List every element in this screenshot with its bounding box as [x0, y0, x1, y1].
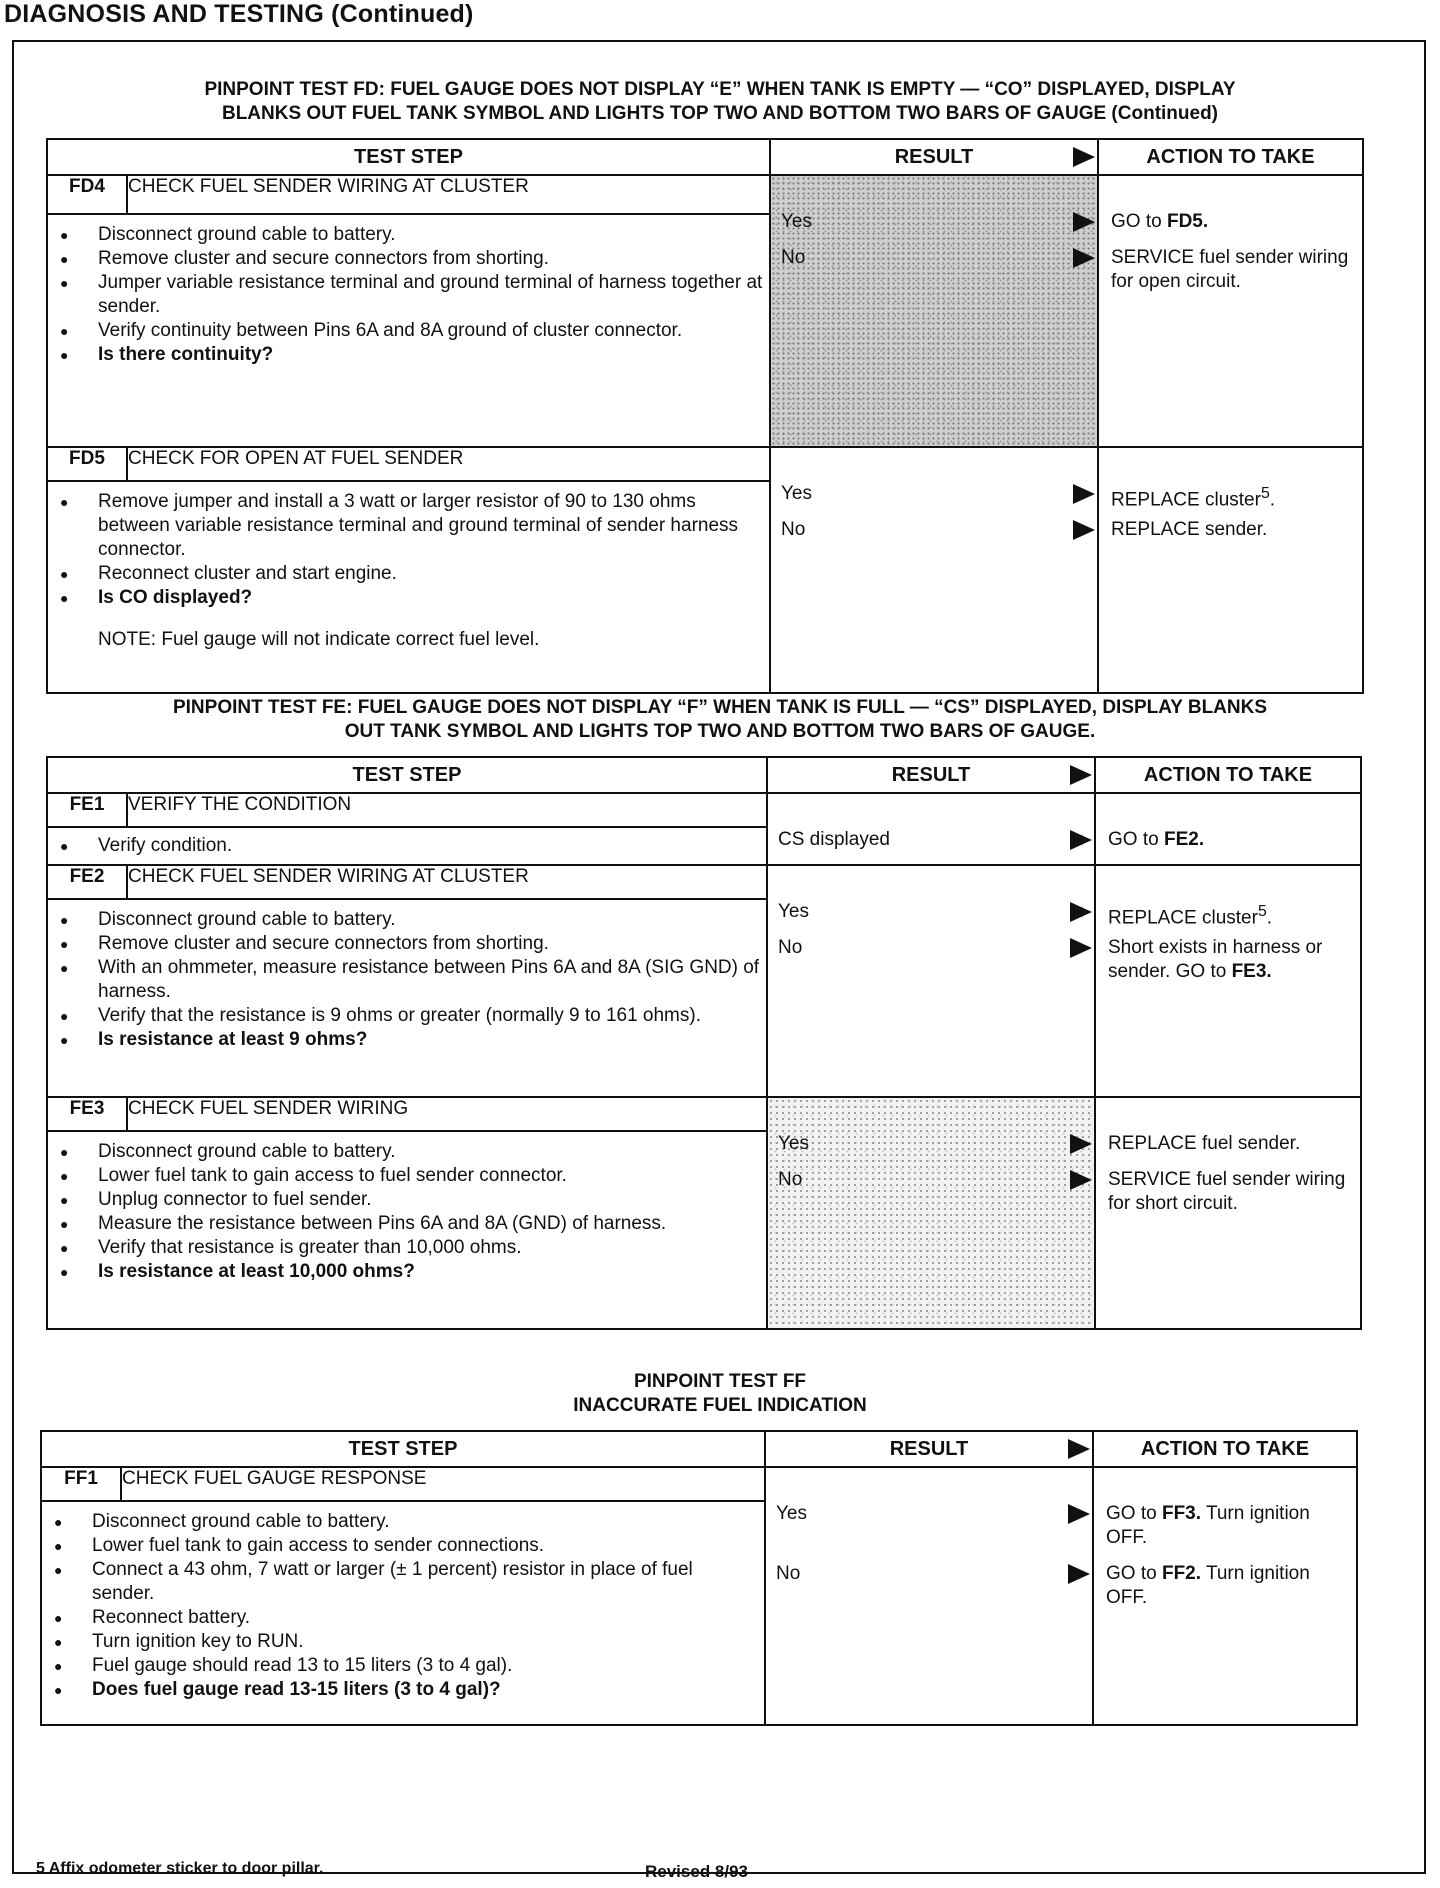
arrow-icon: [1070, 902, 1092, 922]
step-title-fe2: CHECK FUEL SENDER WIRING AT CLUSTER: [127, 865, 767, 899]
fe-title-line-2: OUT TANK SYMBOL AND LIGHTS TOP TWO AND BOTTOM TWO BARS OF GAUGE.: [344, 721, 1096, 742]
action-cell-fe2: [1095, 865, 1361, 1097]
step-title-fd5: CHECK FOR OPEN AT FUEL SENDER: [127, 447, 770, 481]
result-yes: Yes: [771, 482, 1097, 518]
pinpoint-test-fd-table: [46, 138, 1364, 694]
result-no: No: [768, 936, 1094, 972]
step-item: ● Fuel gauge should read 13 to 15 liters (3 to 4 gal).: [92, 1654, 758, 1678]
arrow-icon: [1070, 1134, 1092, 1154]
action-no: Short exists in harness or sender. GO to FE3.: [1108, 937, 1323, 982]
step-question: ● Is resistance at least 10,000 ohms?: [98, 1260, 760, 1284]
step-item: ● Measure the resistance between Pins 6A and 8A (GND) of harness.: [98, 1212, 760, 1236]
footnote: 5 Affix odometer sticker to door pillar.: [36, 1860, 324, 1877]
action-cell-fe3: [1095, 1097, 1361, 1329]
action-header: ACTION TO TAKE: [1098, 139, 1363, 175]
action-no: GO to FF2. Turn ignition OFF.: [1106, 1563, 1310, 1608]
action-cell-ff1: [1093, 1467, 1357, 1725]
arrow-icon: [1073, 520, 1095, 540]
pinpoint-test-fe-title: [40, 696, 1400, 744]
action-no: SERVICE fuel sender wiring for open circuit.: [1111, 247, 1349, 292]
steps-fd4: [47, 214, 770, 447]
action-yes: GO to FD5.: [1111, 211, 1209, 232]
step-item: ● Remove cluster and secure connectors from shorting.: [98, 247, 763, 271]
test-step-header: TEST STEP: [41, 1431, 765, 1467]
arrow-icon: [1068, 1504, 1090, 1524]
step-id-fe3: FE3: [47, 1097, 127, 1131]
step-item: ● Verify that resistance is greater than 10,000 ohms.: [98, 1236, 760, 1260]
step-question: ● Is there continuity?: [98, 343, 763, 367]
pinpoint-test-ff-title: [40, 1370, 1400, 1418]
fd-title-line-1: PINPOINT TEST FD: FUEL GAUGE DOES NOT DISPLAY “E” WHEN TANK IS EMPTY — “CO” DISPLAYED, DISPLAY: [204, 79, 1236, 100]
step-item: ● Verify continuity between Pins 6A and 8A ground of cluster connector.: [98, 319, 763, 343]
step-item: ● Disconnect ground cable to battery.: [98, 1140, 760, 1164]
step-id-fd4: FD4: [47, 175, 127, 214]
result-cell-ff1: [765, 1467, 1093, 1725]
result-header: RESULT: [767, 757, 1095, 793]
result-yes: Yes: [768, 1132, 1094, 1168]
action-header: ACTION TO TAKE: [1093, 1431, 1357, 1467]
ff-title-line-2: INACCURATE FUEL INDICATION: [573, 1395, 867, 1416]
step-title-fe1: VERIFY THE CONDITION: [127, 793, 767, 827]
step-item: ● Reconnect battery.: [92, 1606, 758, 1630]
step-item: ● Disconnect ground cable to battery.: [98, 908, 760, 932]
revision-date: Revised 8/93: [645, 1862, 749, 1881]
steps-fd5: [47, 481, 770, 693]
result-no: No: [771, 246, 1097, 282]
arrow-icon: [1068, 1564, 1090, 1584]
arrow-icon: [1070, 1170, 1092, 1190]
result-cell-fe3: [767, 1097, 1095, 1329]
step-item: ● With an ohmmeter, measure resistance between Pins 6A and 8A (SIG GND) of harness.: [98, 956, 760, 1004]
step-item: ● Lower fuel tank to gain access to fuel sender connector.: [98, 1164, 760, 1188]
action-yes: REPLACE cluster$^5$.: [1111, 485, 1276, 511]
ff-title-line-1: PINPOINT TEST FF: [633, 1371, 807, 1392]
action-go-fe2: GO to FE2.: [1108, 829, 1205, 850]
step-item: ● Reconnect cluster and start engine.: [98, 562, 763, 586]
steps-fe3: [47, 1131, 767, 1329]
step-item: ● Turn ignition key to RUN.: [92, 1630, 758, 1654]
result-cell-fe2: [767, 865, 1095, 1097]
step-item: ● Verify condition.: [98, 834, 760, 858]
action-no: REPLACE sender.: [1111, 519, 1268, 540]
result-header: RESULT: [765, 1431, 1093, 1467]
test-step-header: TEST STEP: [47, 139, 770, 175]
step-question: ● Is resistance at least 9 ohms?: [98, 1028, 760, 1052]
result-cell-fd4: [770, 175, 1098, 447]
step-ref[interactable]: FD5.: [1166, 211, 1209, 232]
page-header: DIAGNOSIS AND TESTING (Continued): [4, 0, 474, 28]
step-item: ● Jumper variable resistance terminal and ground terminal of harness together at sender.: [98, 271, 763, 319]
arrow-icon: [1073, 147, 1095, 167]
test-step-header: TEST STEP: [47, 757, 767, 793]
result-no: No: [768, 1168, 1094, 1204]
pinpoint-test-fe-table: [46, 756, 1362, 1330]
action-yes: REPLACE fuel sender.: [1108, 1133, 1301, 1154]
step-question: ● Is CO displayed?: [98, 586, 763, 610]
step-item: ● Remove jumper and install a 3 watt or larger resistor of 90 to 130 ohms between variable resistance terminal and ground terminal of sender harness connector.: [98, 490, 763, 562]
action-cell-fe1: [1095, 793, 1361, 865]
arrow-icon: [1070, 765, 1092, 785]
result-yes: Yes: [768, 900, 1094, 936]
arrow-icon: [1073, 248, 1095, 268]
pinpoint-test-fd-title: [60, 78, 1380, 126]
step-title-fd4: CHECK FUEL SENDER WIRING AT CLUSTER: [127, 175, 770, 214]
arrow-icon: [1073, 212, 1095, 232]
action-yes: REPLACE cluster$^5$.: [1108, 903, 1273, 929]
step-ref[interactable]: FE3.: [1231, 961, 1272, 982]
step-item: ● Connect a 43 ohm, 7 watt or larger (± 1 percent) resistor in place of fuel sender.: [92, 1558, 758, 1606]
result-cell-fd5: [770, 447, 1098, 693]
action-yes: GO to FF3. Turn ignition OFF.: [1106, 1503, 1310, 1548]
arrow-icon: [1070, 938, 1092, 958]
action-cell-fd5: [1098, 447, 1363, 693]
step-item: ● Remove cluster and secure connectors from shorting.: [98, 932, 760, 956]
action-cell-fd4: [1098, 175, 1363, 447]
action-header: ACTION TO TAKE: [1095, 757, 1361, 793]
step-id-fe2: FE2: [47, 865, 127, 899]
step-ref[interactable]: FF2.: [1161, 1563, 1202, 1584]
step-note: NOTE: Fuel gauge will not indicate correct fuel level.: [98, 629, 540, 650]
step-item: ● Disconnect ground cable to battery.: [98, 223, 763, 247]
step-item: ● Unplug connector to fuel sender.: [98, 1188, 760, 1212]
fd-title-line-2: BLANKS OUT FUEL TANK SYMBOL AND LIGHTS TOP TWO AND BOTTOM TWO BARS OF GAUGE (Continued): [221, 103, 1219, 124]
step-title-ff1: CHECK FUEL GAUGE RESPONSE: [121, 1467, 765, 1501]
action-no: SERVICE fuel sender wiring for short circuit.: [1108, 1169, 1346, 1214]
result-yes: Yes: [766, 1502, 1092, 1562]
steps-fe2: [47, 899, 767, 1097]
step-title-fe3: CHECK FUEL SENDER WIRING: [127, 1097, 767, 1131]
step-item: ● Disconnect ground cable to battery.: [92, 1510, 758, 1534]
arrow-icon: [1068, 1439, 1090, 1459]
steps-fe1: [47, 827, 767, 865]
step-item: ● Verify that the resistance is 9 ohms or greater (normally 9 to 161 ohms).: [98, 1004, 760, 1028]
steps-ff1: [41, 1501, 765, 1725]
step-id-fd5: FD5: [47, 447, 127, 481]
step-question: ● Does fuel gauge read 13-15 liters (3 to 4 gal)?: [92, 1678, 758, 1702]
result-no: No: [771, 518, 1097, 554]
pinpoint-test-ff-table: [40, 1430, 1358, 1726]
result-header: RESULT: [770, 139, 1098, 175]
footnote-ref: 5: [1260, 485, 1270, 502]
result-yes: Yes: [771, 210, 1097, 246]
arrow-icon: [1073, 484, 1095, 504]
result-cell-fe1: [767, 793, 1095, 865]
arrow-icon: [1070, 830, 1092, 850]
step-id-fe1: FE1: [47, 793, 127, 827]
result-cs-displayed: CS displayed: [768, 828, 1094, 864]
result-no: No: [766, 1562, 1092, 1598]
step-ref[interactable]: FF3.: [1161, 1503, 1202, 1524]
footnote-ref: 5: [1257, 903, 1267, 920]
fe-title-line-1: PINPOINT TEST FE: FUEL GAUGE DOES NOT DISPLAY “F” WHEN TANK IS FULL — “CS” DISPLAYED, DISPLAY BLANKS: [172, 697, 1268, 718]
step-ref[interactable]: FE2.: [1163, 829, 1205, 850]
step-item: ● Lower fuel tank to gain access to sender connections.: [92, 1534, 758, 1558]
step-id-ff1: FF1: [41, 1467, 121, 1501]
